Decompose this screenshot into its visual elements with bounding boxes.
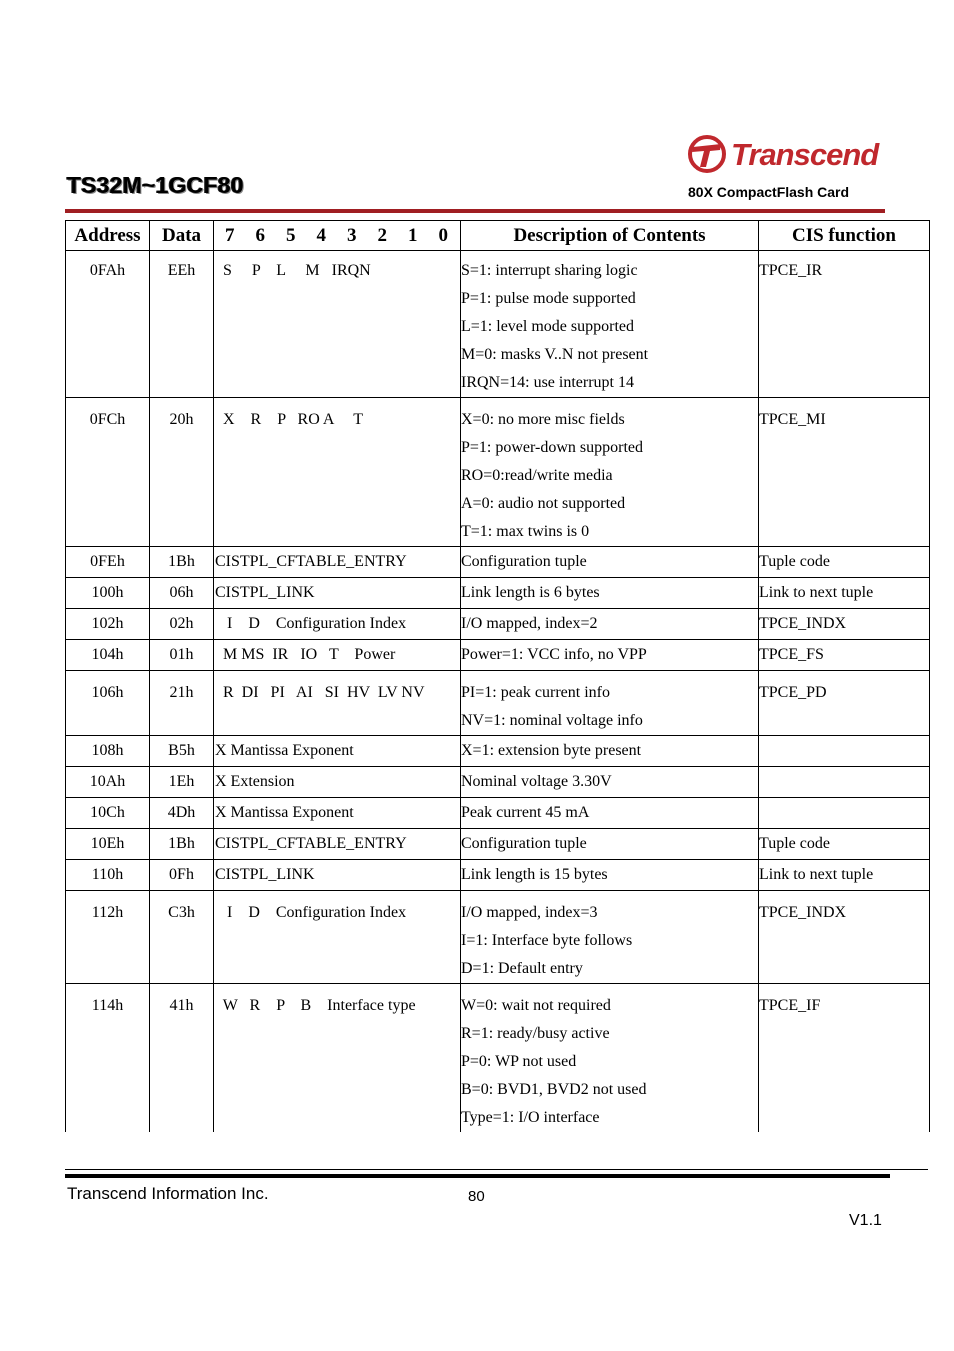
page-number: 80 — [468, 1188, 485, 1205]
description-line: R=1: ready/busy active — [461, 1025, 610, 1042]
cell-address: 104h — [66, 640, 150, 671]
cell-description — [461, 736, 759, 767]
description-line: Configuration tuple — [461, 835, 587, 852]
cell-cis-function: TPCE_PD — [759, 671, 930, 736]
cell-description — [461, 829, 759, 860]
cell-cis-function: TPCE_MI — [759, 398, 930, 547]
cell-data: 4Dh — [150, 798, 214, 829]
description-line: X=1: extension byte present — [461, 742, 642, 759]
description-line: P=0: WP not used — [461, 1053, 577, 1070]
description-line: A=0: audio not supported — [461, 495, 626, 512]
cell-bits: I D Configuration Index — [214, 891, 461, 984]
description-line: Configuration tuple — [461, 553, 587, 570]
description-line: IRQN=14: use interrupt 14 — [461, 374, 634, 391]
transcend-logo-icon — [687, 134, 727, 174]
cell-address: 10Ch — [66, 798, 150, 829]
cell-data: 1Bh — [150, 829, 214, 860]
cell-description — [461, 609, 759, 640]
cell-cis-function — [759, 767, 930, 798]
col-header-data: Data — [150, 221, 214, 251]
cell-bits: S P L M IRQN — [214, 251, 461, 398]
cell-address: 110h — [66, 860, 150, 891]
cell-data: 0Fh — [150, 860, 214, 891]
cell-cis-function: Tuple code — [759, 829, 930, 860]
cell-cis-function: TPCE_INDX — [759, 609, 930, 640]
header-rule — [65, 209, 885, 213]
cell-bits: X Mantissa Exponent — [214, 798, 461, 829]
table-row — [66, 984, 930, 1133]
cell-cis-function — [759, 736, 930, 767]
cell-cis-function: Link to next tuple — [759, 860, 930, 891]
table-row — [66, 736, 930, 767]
cell-address: 10Eh — [66, 829, 150, 860]
table-header-row — [66, 221, 930, 251]
table-row — [66, 767, 930, 798]
cell-data: EEh — [150, 251, 214, 398]
cell-description — [461, 547, 759, 578]
bit-header: 1 — [408, 224, 418, 246]
cell-data: 1Bh — [150, 547, 214, 578]
cell-description — [461, 798, 759, 829]
table-row — [66, 609, 930, 640]
cell-data: 06h — [150, 578, 214, 609]
table-row — [66, 251, 930, 398]
cell-address: 0FAh — [66, 251, 150, 398]
description-line: X=0: no more misc fields — [461, 411, 625, 428]
cell-bits: X Mantissa Exponent — [214, 736, 461, 767]
cell-cis-function: Link to next tuple — [759, 578, 930, 609]
cell-description — [461, 398, 759, 547]
bit-header: 5 — [286, 224, 296, 246]
cell-address: 100h — [66, 578, 150, 609]
cell-data: 20h — [150, 398, 214, 547]
transcend-logo — [687, 133, 878, 175]
cell-bits: CISTPL_CFTABLE_ENTRY — [214, 829, 461, 860]
col-header-description: Description of Contents — [461, 221, 759, 251]
table-row — [66, 640, 930, 671]
table-row — [66, 578, 930, 609]
description-line: PI=1: peak current info — [461, 684, 610, 701]
description-line: Link length is 6 bytes — [461, 584, 600, 601]
cell-data: C3h — [150, 891, 214, 984]
cell-address: 108h — [66, 736, 150, 767]
description-line: I/O mapped, index=3 — [461, 904, 598, 921]
cell-bits: I D Configuration Index — [214, 609, 461, 640]
cell-cis-function: TPCE_IF — [759, 984, 930, 1133]
description-line: I=1: Interface byte follows — [461, 932, 633, 949]
bit-header: 7 — [225, 224, 235, 246]
col-header-bits — [214, 221, 461, 251]
document-subtitle: 80X CompactFlash Card — [688, 184, 850, 200]
description-line: I/O mapped, index=2 — [461, 615, 598, 632]
description-line: P=1: pulse mode supported — [461, 290, 636, 307]
cell-bits: CISTPL_LINK — [214, 860, 461, 891]
description-line: P=1: power-down supported — [461, 439, 644, 456]
cell-bits: R DI PI AI SI HV LV NV — [214, 671, 461, 736]
table-row — [66, 671, 930, 736]
footer-rule-thick — [65, 1174, 890, 1178]
cell-address: 0FEh — [66, 547, 150, 578]
cell-cis-function — [759, 798, 930, 829]
cell-description — [461, 891, 759, 984]
table-row — [66, 798, 930, 829]
col-header-address: Address — [66, 221, 150, 251]
cell-bits: CISTPL_CFTABLE_ENTRY — [214, 547, 461, 578]
document-version: V1.1 — [849, 1212, 882, 1229]
cell-address: 112h — [66, 891, 150, 984]
cell-description — [461, 671, 759, 736]
cell-bits: M MS IR IO T Power — [214, 640, 461, 671]
cell-address: 106h — [66, 671, 150, 736]
cell-address: 102h — [66, 609, 150, 640]
table-row — [66, 891, 930, 984]
cell-address: 10Ah — [66, 767, 150, 798]
document-title: TS32M~1GCF80 — [67, 172, 244, 198]
description-line: L=1: level mode supported — [461, 318, 634, 335]
footer-company: Transcend Information Inc. — [67, 1184, 269, 1203]
cell-data: 1Eh — [150, 767, 214, 798]
cell-cis-function: TPCE_IR — [759, 251, 930, 398]
description-line: Nominal voltage 3.30V — [461, 773, 612, 790]
brand-name: Transcend — [731, 136, 879, 172]
table-row — [66, 829, 930, 860]
cell-description — [461, 860, 759, 891]
col-header-cis: CIS function — [759, 221, 930, 251]
cell-description — [461, 767, 759, 798]
bit-header: 6 — [255, 224, 265, 246]
description-line: T=1: max twins is 0 — [461, 523, 590, 540]
cell-data: B5h — [150, 736, 214, 767]
cell-bits: X R P RO A T — [214, 398, 461, 547]
cell-cis-function: TPCE_FS — [759, 640, 930, 671]
table-row — [66, 860, 930, 891]
description-line: M=0: masks V..N not present — [461, 346, 649, 363]
description-line: RO=0:read/write media — [461, 467, 613, 484]
cis-table — [65, 220, 930, 1132]
bit-header: 0 — [438, 224, 448, 246]
bit-header: 3 — [347, 224, 357, 246]
cell-data: 41h — [150, 984, 214, 1133]
cell-bits: X Extension — [214, 767, 461, 798]
description-line: B=0: BVD1, BVD2 not used — [461, 1081, 647, 1098]
description-line: Link length is 15 bytes — [461, 866, 608, 883]
cell-bits: W R P B Interface type — [214, 984, 461, 1133]
description-line: W=0: wait not required — [461, 997, 611, 1014]
cell-description — [461, 640, 759, 671]
cell-address: 0FCh — [66, 398, 150, 547]
table-row — [66, 398, 930, 547]
cell-description — [461, 578, 759, 609]
bit-header: 2 — [377, 224, 387, 246]
cell-cis-function: Tuple code — [759, 547, 930, 578]
cell-bits: CISTPL_LINK — [214, 578, 461, 609]
cell-data: 21h — [150, 671, 214, 736]
cell-data: 02h — [150, 609, 214, 640]
description-line: Peak current 45 mA — [461, 804, 590, 821]
description-line: NV=1: nominal voltage info — [461, 712, 643, 729]
footer-rule — [65, 1169, 928, 1170]
description-line: Power=1: VCC info, no VPP — [461, 646, 647, 663]
table-row — [66, 547, 930, 578]
cell-cis-function: TPCE_INDX — [759, 891, 930, 984]
description-line: Type=1: I/O interface — [461, 1109, 600, 1126]
bit-header: 4 — [316, 224, 326, 246]
description-line: S=1: interrupt sharing logic — [461, 262, 638, 279]
description-line: D=1: Default entry — [461, 960, 583, 977]
cell-address: 114h — [66, 984, 150, 1133]
cell-description — [461, 984, 759, 1133]
cell-data: 01h — [150, 640, 214, 671]
cell-description — [461, 251, 759, 398]
